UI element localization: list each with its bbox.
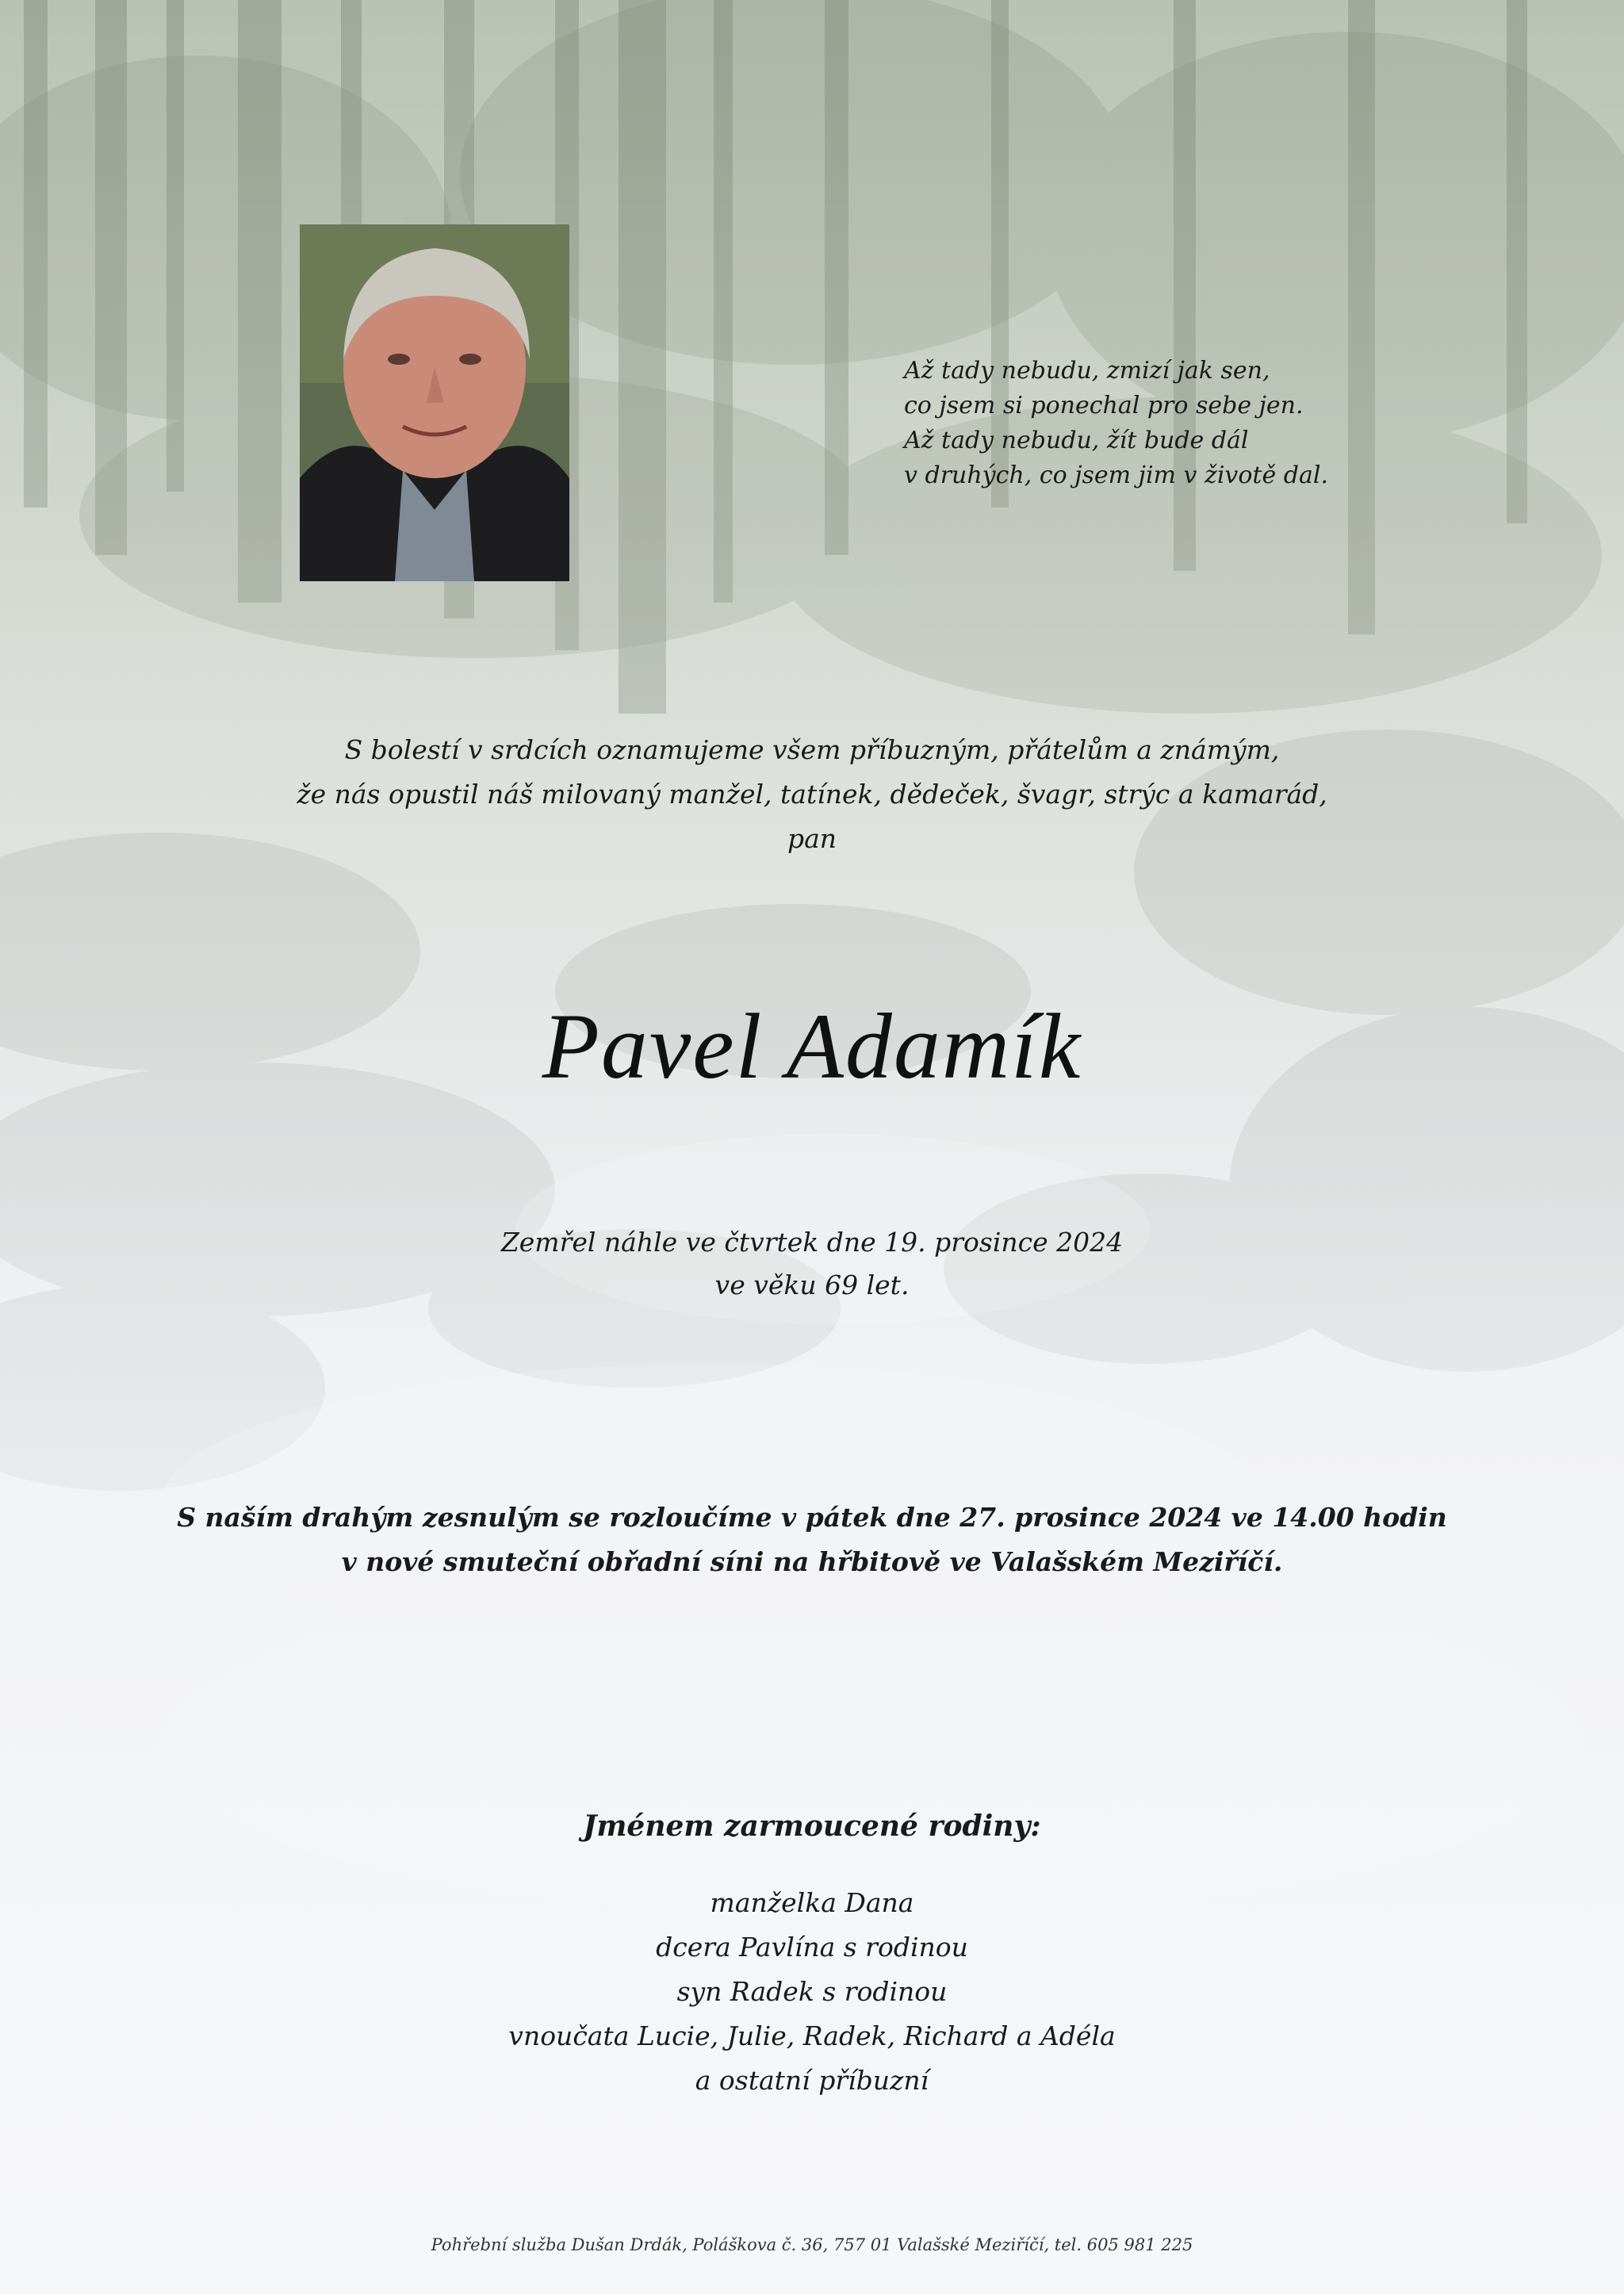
family-heading: Jménem zarmoucené rodiny: xyxy=(583,1810,1041,1843)
death-notice-line: Zemřel náhle ve čtvrtek dne 19. prosince 2024 xyxy=(500,1227,1124,1258)
funeral-notice-line: v nové smuteční obřadní síni na hřbitově ve Valašském Meziříčí. xyxy=(341,1546,1283,1577)
death-notice-line: ve věku 69 let. xyxy=(714,1270,910,1300)
poem xyxy=(904,354,1475,493)
family-member: manželka Dana xyxy=(710,1887,914,1918)
family-member: syn Radek s rodinou xyxy=(676,1976,948,2007)
family-member: vnoučata Lucie, Julie, Radek, Richard a Adéla xyxy=(508,2020,1116,2051)
family-member: dcera Pavlína s rodinou xyxy=(656,1932,968,1963)
death-notice xyxy=(0,1221,1624,1307)
poem-line: Až tady nebudu, žít bude dál xyxy=(904,427,1249,454)
announcement-line: že nás opustil náš milovaný manžel, tatínek, dědeček, švagr, strýc a kamarád, xyxy=(297,779,1327,810)
poem-line: co jsem si ponechal pro sebe jen. xyxy=(904,392,1304,419)
funeral-notice xyxy=(0,1496,1624,1584)
announcement xyxy=(0,728,1624,861)
poem-line: v druhých, co jsem jim v životě dal. xyxy=(904,461,1328,489)
funeral-notice-line: S naším drahým zesnulým se rozloučíme v pátek dne 27. prosince 2024 ve 14.00 hodin xyxy=(177,1502,1447,1533)
portrait-photo xyxy=(300,224,569,581)
funeral-service-footer: Pohřební služba Dušan Drdák, Poláškova č. 36, 757 01 Valašské Meziříčí, tel. 605 981 225 xyxy=(431,2235,1193,2254)
family-member: a ostatní příbuzní xyxy=(695,2065,929,2096)
family-list xyxy=(0,1881,1624,2103)
announcement-line: pan xyxy=(787,823,837,854)
poem-line: Až tady nebudu, zmizí jak sen, xyxy=(904,357,1270,385)
announcement-line: S bolestí v srdcích oznamujeme všem příbuzným, přátelům a známým, xyxy=(344,734,1280,765)
deceased-name: Pavel Adamík xyxy=(542,994,1082,1098)
